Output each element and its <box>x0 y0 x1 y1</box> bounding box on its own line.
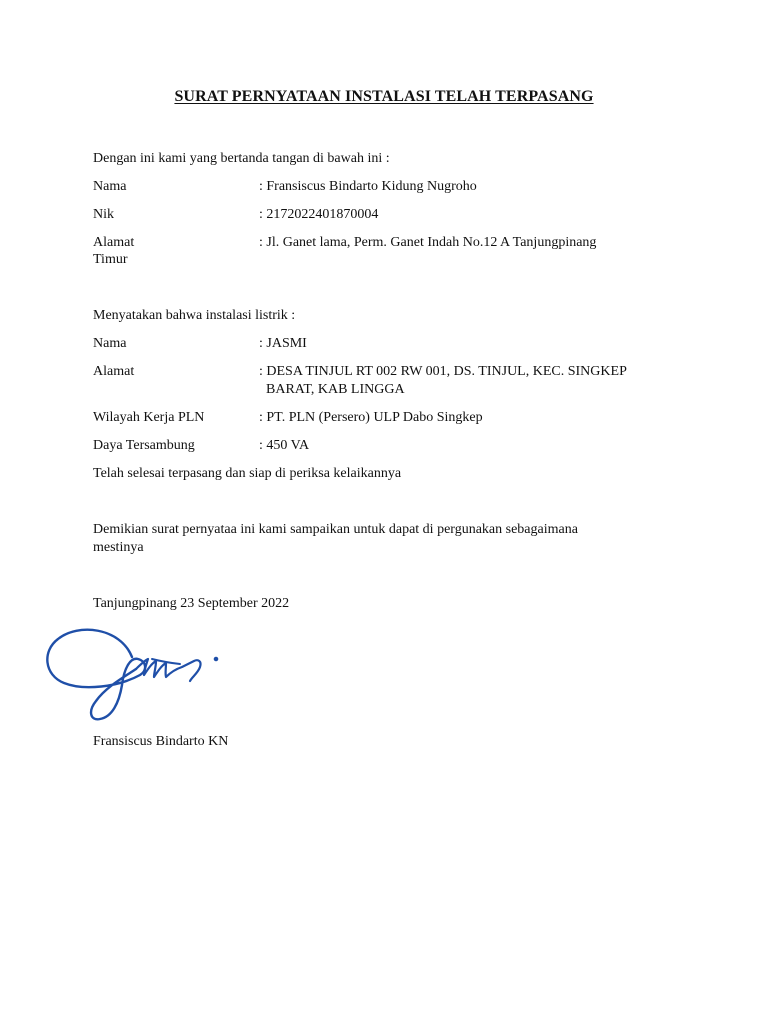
signature-dot <box>214 657 217 660</box>
signer-address-continuation: Timur <box>93 252 128 267</box>
installation-region-label: Wilayah Kerja PLN <box>93 410 205 425</box>
handwritten-signature <box>40 615 230 725</box>
installation-region-value: : PT. PLN (Persero) ULP Dabo Singkep <box>259 410 483 425</box>
signatory-name: Fransiscus Bindarto KN <box>93 734 229 749</box>
closing-text-line1: Demikian surat pernyataa ini kami sampaikan untuk dapat di pergunakan sebagaimana <box>93 522 578 537</box>
statement-text: Menyatakan bahwa instalasi listrik : <box>93 308 296 323</box>
closing-text-line2: mestinya <box>93 540 144 555</box>
installation-power-value: : 450 VA <box>259 438 310 453</box>
installation-power-label: Daya Tersambung <box>93 438 195 453</box>
installation-name-label: Nama <box>93 336 127 351</box>
installation-address-value-line2: BARAT, KAB LINGGA <box>266 382 405 397</box>
intro-text: Dengan ini kami yang bertanda tangan di bawah ini : <box>93 151 390 166</box>
signer-address-label: Alamat <box>93 235 135 250</box>
signer-nik-label: Nik <box>93 207 114 222</box>
signer-name-label: Nama <box>93 179 127 194</box>
signer-name-value: : Fransiscus Bindarto Kidung Nugroho <box>259 179 477 194</box>
signature-loop-stroke <box>47 630 145 720</box>
document-title: SURAT PERNYATAAN INSTALASI TELAH TERPASANG <box>174 88 594 105</box>
installation-address-label: Alamat <box>93 364 135 379</box>
installation-name-value: : JASMI <box>259 336 307 351</box>
signer-address-value: : Jl. Ganet lama, Perm. Ganet Indah No.12 A Tanjungpinang <box>259 235 597 250</box>
installation-address-value-line1: : DESA TINJUL RT 002 RW 001, DS. TINJUL, KEC. SINGKEP <box>259 364 627 379</box>
place-date: Tanjungpinang 23 September 2022 <box>93 596 290 611</box>
signer-nik-value: : 2172022401870004 <box>259 207 379 222</box>
completion-text: Telah selesai terpasang dan siap di periksa kelaikannya <box>93 466 402 481</box>
